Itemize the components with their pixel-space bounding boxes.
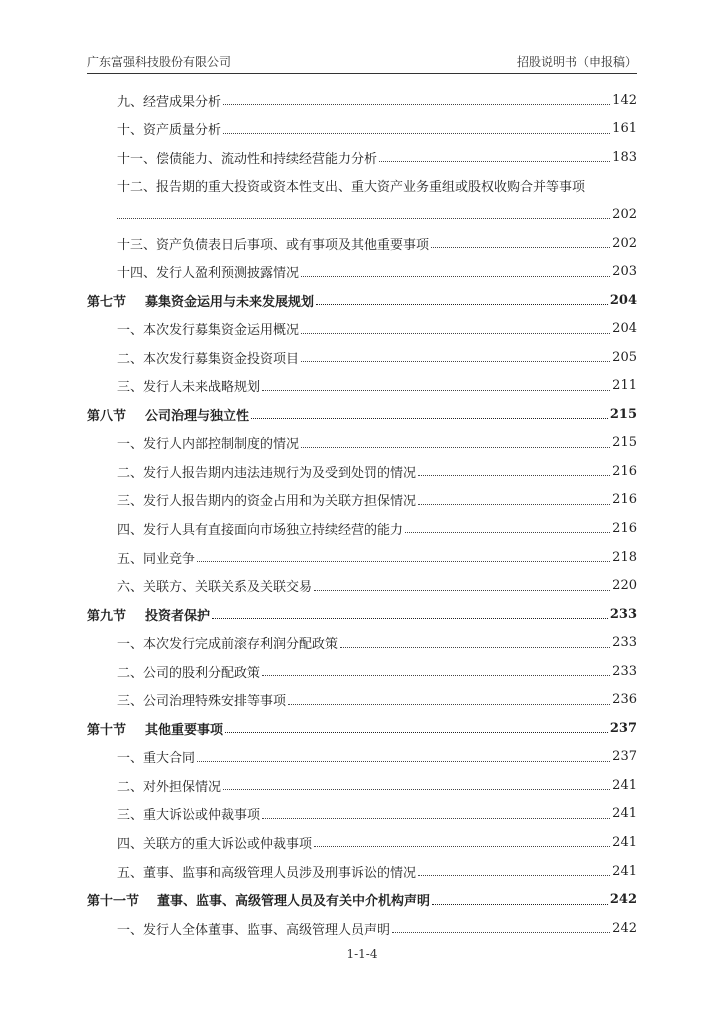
toc-entry-continuation[interactable] xyxy=(87,200,637,229)
toc-entry-page: 202 xyxy=(612,206,637,222)
toc-entry-page: 241 xyxy=(612,777,637,793)
toc-leader-dots xyxy=(288,691,610,705)
toc-section[interactable] xyxy=(87,600,637,629)
toc-entry-page: 142 xyxy=(612,92,637,108)
toc-entry-title: 十三、资产负债表日后事项、或有事项及其他重要事项 xyxy=(117,237,430,253)
toc-entry[interactable] xyxy=(87,628,637,657)
toc-section-page: 233 xyxy=(609,606,637,622)
page-footer xyxy=(0,947,724,961)
toc-entry-title: 三、发行人报告期内的资金占用和为关联方担保情况 xyxy=(117,494,417,510)
toc-entry[interactable] xyxy=(87,514,637,543)
toc-entry[interactable] xyxy=(87,457,637,486)
toc-entry-page: 241 xyxy=(612,806,637,822)
toc-entry-page: 233 xyxy=(612,663,637,679)
toc-leader-dots xyxy=(197,548,610,562)
toc-section[interactable] xyxy=(87,714,637,743)
toc-leader-dots xyxy=(262,377,610,391)
toc-leader-dots xyxy=(379,148,610,162)
toc-entry-title: 十、资产质量分析 xyxy=(117,123,222,139)
header-company-name: 广东富强科技股份有限公司 xyxy=(87,55,232,69)
toc-entry-title: 一、重大合同 xyxy=(117,751,196,767)
toc-entry[interactable] xyxy=(87,371,637,400)
toc-entry-title: 五、同业竞争 xyxy=(117,551,196,567)
toc-entry-page: 204 xyxy=(612,321,637,337)
toc-entry-page: 218 xyxy=(612,549,637,565)
toc-leader-dots xyxy=(301,434,610,448)
toc-section-page: 237 xyxy=(609,720,637,736)
toc-entry[interactable] xyxy=(87,571,637,600)
toc-leader-dots xyxy=(301,263,610,277)
toc-section-title: 董事、监事、高级管理人员及有关中介机构声明 xyxy=(157,894,431,910)
toc-leader-dots xyxy=(197,748,610,762)
toc-entry[interactable] xyxy=(87,115,637,144)
toc-entry[interactable] xyxy=(87,486,637,515)
toc-entry-title: 三、重大诉讼或仲裁事项 xyxy=(117,808,261,824)
toc-section-number: 第十一节 xyxy=(87,894,140,910)
toc-leader-dots xyxy=(225,719,608,733)
toc-section-title: 其他重要事项 xyxy=(145,722,224,738)
toc-entry-title: 二、发行人报告期内违法违规行为及受到处罚的情况 xyxy=(117,465,417,481)
toc-entry[interactable] xyxy=(87,543,637,572)
toc-leader-dots xyxy=(262,805,610,819)
toc-leader-dots xyxy=(223,91,610,105)
toc-entry[interactable] xyxy=(87,143,637,172)
header-document-title: 招股说明书（申报稿） xyxy=(516,55,637,69)
toc-entry-title: 三、发行人未来战略规划 xyxy=(117,380,261,396)
toc-entry-title: 一、本次发行完成前滚存利润分配政策 xyxy=(117,637,339,653)
toc-entry-page: 236 xyxy=(612,692,637,708)
toc-entry-title: 二、对外担保情况 xyxy=(117,779,222,795)
toc-leader-dots xyxy=(418,862,610,876)
toc-leader-dots xyxy=(314,833,610,847)
toc-entry-page: 216 xyxy=(612,492,637,508)
toc-leader-dots xyxy=(212,605,608,619)
toc-entry-title: 六、关联方、关联关系及关联交易 xyxy=(117,580,313,596)
toc-entry[interactable] xyxy=(87,257,637,286)
toc-leader-dots xyxy=(262,662,610,676)
toc-entry-title: 三、公司治理特殊安排等事项 xyxy=(117,694,287,710)
toc-entry-title: 五、董事、监事和高级管理人员涉及刑事诉讼的情况 xyxy=(117,865,417,881)
toc-entry-page: 242 xyxy=(612,920,637,936)
toc-entry-page: 216 xyxy=(612,463,637,479)
toc-leader-dots xyxy=(418,462,610,476)
toc-entry[interactable] xyxy=(87,914,637,943)
toc-entry-title: 一、发行人内部控制制度的情况 xyxy=(117,437,300,453)
toc-section-number: 第七节 xyxy=(87,294,127,310)
toc-entry[interactable] xyxy=(87,86,637,115)
toc-section-number: 第九节 xyxy=(87,608,127,624)
toc-entry[interactable] xyxy=(87,657,637,686)
toc-leader-dots xyxy=(316,291,608,305)
toc-leader-dots xyxy=(314,577,610,591)
page-number: 1-1-4 xyxy=(346,947,378,961)
toc-entry-page: 211 xyxy=(612,378,637,394)
toc-section-title: 募集资金运用与未来发展规划 xyxy=(145,294,315,310)
toc-entry-page: 161 xyxy=(612,121,637,137)
toc-entry-page: 202 xyxy=(612,235,637,251)
toc-entry-title: 四、发行人具有直接面向市场独立持续经营的能力 xyxy=(117,522,404,538)
toc-leader-dots xyxy=(432,891,608,905)
toc-entry[interactable] xyxy=(87,685,637,714)
toc-entry-page: 237 xyxy=(612,749,637,765)
toc-entry[interactable] xyxy=(87,314,637,343)
toc-entry-page: 241 xyxy=(612,834,637,850)
toc-section-title: 公司治理与独立性 xyxy=(145,408,250,424)
toc-entry[interactable] xyxy=(87,828,637,857)
toc-entry[interactable] xyxy=(87,343,637,372)
toc-entry-page: 203 xyxy=(612,264,637,280)
toc-entry-page: 215 xyxy=(612,435,637,451)
toc-leader-dots xyxy=(223,776,610,790)
toc-leader-dots xyxy=(223,120,610,134)
toc-leader-dots xyxy=(117,205,610,219)
toc-entry[interactable] xyxy=(87,429,637,458)
toc-section[interactable] xyxy=(87,885,637,914)
toc-entry[interactable] xyxy=(87,172,637,201)
toc-entry-page: 205 xyxy=(612,349,637,365)
toc-entry-page: 216 xyxy=(612,520,637,536)
toc-leader-dots xyxy=(301,348,610,362)
toc-entry-page: 241 xyxy=(612,863,637,879)
toc-leader-dots xyxy=(392,919,610,933)
toc-entry-title: 四、关联方的重大诉讼或仲裁事项 xyxy=(117,836,313,852)
toc-entry-title: 一、本次发行募集资金运用概况 xyxy=(117,323,300,339)
toc-leader-dots xyxy=(405,519,610,533)
toc-section-page: 242 xyxy=(609,892,637,908)
toc-entry-title: 十一、偿债能力、流动性和持续经营能力分析 xyxy=(117,151,378,167)
toc-entry-title: 十四、发行人盈利预测披露情况 xyxy=(117,266,300,282)
toc-entry[interactable] xyxy=(87,771,637,800)
toc-leader-dots xyxy=(418,491,610,505)
toc-entry[interactable] xyxy=(87,857,637,886)
toc-section-page: 204 xyxy=(609,292,637,308)
toc-entry-title: 十二、报告期的重大投资或资本性支出、重大资产业务重组或股权收购合并等事项 xyxy=(117,180,586,196)
toc-leader-dots xyxy=(431,234,610,248)
toc-section[interactable] xyxy=(87,400,637,429)
toc-entry-page: 233 xyxy=(612,635,637,651)
toc-section-number: 第十节 xyxy=(87,722,127,738)
toc-entry-title: 一、发行人全体董事、监事、高级管理人员声明 xyxy=(117,922,391,938)
toc-leader-dots xyxy=(251,405,608,419)
table-of-contents xyxy=(87,86,637,942)
toc-entry-title: 九、经营成果分析 xyxy=(117,94,222,110)
toc-entry-page: 220 xyxy=(612,578,637,594)
toc-section-page: 215 xyxy=(609,406,637,422)
toc-entry[interactable] xyxy=(87,800,637,829)
toc-leader-dots xyxy=(340,634,610,648)
toc-leader-dots xyxy=(301,320,610,334)
toc-entry-title: 二、本次发行募集资金投资项目 xyxy=(117,351,300,367)
toc-entry[interactable] xyxy=(87,743,637,772)
toc-section-title: 投资者保护 xyxy=(145,608,211,624)
toc-entry-title: 二、公司的股利分配政策 xyxy=(117,665,261,681)
toc-entry-page: 183 xyxy=(612,149,637,165)
toc-entry[interactable] xyxy=(87,229,637,258)
toc-section[interactable] xyxy=(87,286,637,315)
toc-section-number: 第八节 xyxy=(87,408,127,424)
page-header xyxy=(87,50,637,74)
